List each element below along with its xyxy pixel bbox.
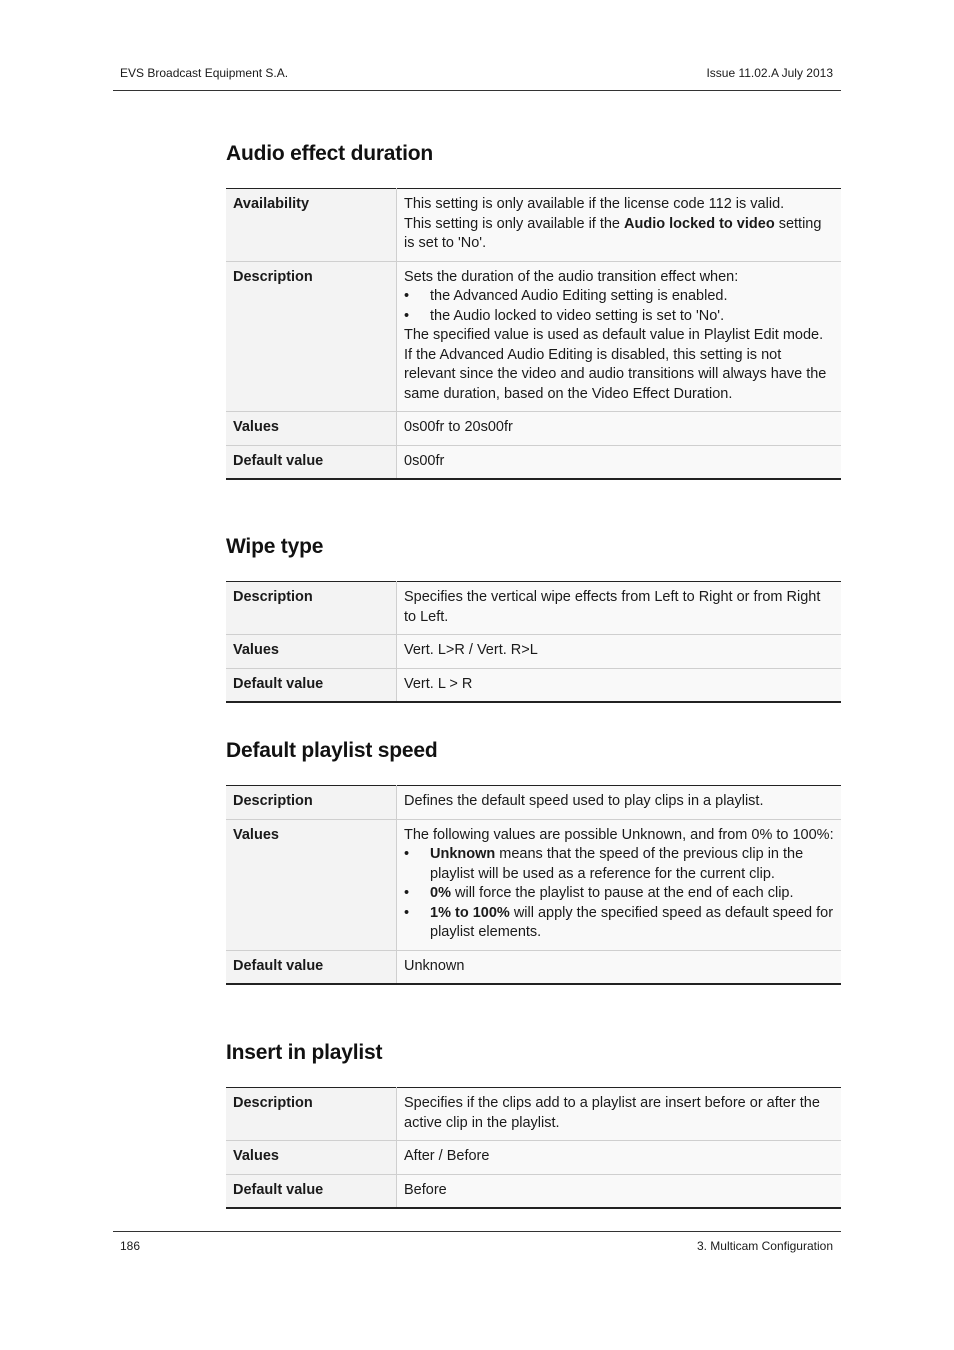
row-label: Description xyxy=(226,261,397,412)
section-title: Audio effect duration xyxy=(226,142,433,165)
settings-table xyxy=(226,785,841,985)
table-row xyxy=(226,1141,841,1175)
bullet-list xyxy=(404,287,834,326)
row-label: Default value xyxy=(226,668,397,702)
list-item xyxy=(404,884,834,904)
table-row xyxy=(226,668,841,702)
text-line: This setting is only available if the license code 112 is valid. xyxy=(404,196,785,212)
row-value: Vert. L > R xyxy=(397,668,842,702)
table-row xyxy=(226,1174,841,1208)
table-row xyxy=(226,786,841,820)
text-line: If the Advanced Audio Editing is disabled, this setting is not relevant since the video and audio transitions will always have the same duration, based on the Video Effect Duration. xyxy=(404,346,827,402)
text-run: means that the speed of the previous clip in the playlist will be used as a reference for the current clip. xyxy=(430,846,804,882)
settings-table xyxy=(226,188,841,480)
row-label: Values xyxy=(226,635,397,669)
row-value xyxy=(397,819,842,950)
list-item xyxy=(404,845,834,884)
row-value: Before xyxy=(397,1174,842,1208)
row-label: Default value xyxy=(226,950,397,984)
table-row xyxy=(226,261,841,412)
row-label: Description xyxy=(226,582,397,635)
text-line: Sets the duration of the audio transition effect when: xyxy=(404,268,739,285)
header-issue: Issue 11.02.A July 2013 xyxy=(706,66,833,80)
text-run: setting is set to 'No'. xyxy=(404,215,822,251)
section-title: Insert in playlist xyxy=(226,1041,383,1064)
row-value: Defines the default speed used to play clips in a playlist. xyxy=(397,786,842,820)
table-row xyxy=(226,635,841,669)
row-value: Unknown xyxy=(397,950,842,984)
text-line: The following values are possible Unknown, and from 0% to 100%: xyxy=(404,826,834,843)
row-value: Specifies if the clips add to a playlist are insert before or after the active clip in the playlist. xyxy=(397,1088,842,1141)
list-item xyxy=(404,904,834,943)
row-value: Vert. L>R / Vert. R>L xyxy=(397,635,842,669)
row-label: Values xyxy=(226,412,397,446)
row-value: Specifies the vertical wipe effects from Left to Right or from Right to Left. xyxy=(397,582,842,635)
bold-run: 0% xyxy=(430,885,451,901)
row-value: 0s00fr xyxy=(397,445,842,479)
chapter-title: 3. Multicam Configuration xyxy=(696,1239,833,1253)
settings-table xyxy=(226,581,841,703)
bold-run: 1% to 100% xyxy=(430,904,510,921)
page-header xyxy=(113,60,841,91)
row-label: Description xyxy=(226,1088,397,1141)
row-label: Default value xyxy=(226,1174,397,1208)
row-value xyxy=(397,261,842,412)
settings-table xyxy=(226,1087,841,1209)
text-line: The specified value is used as default value in Playlist Edit mode. xyxy=(404,327,824,343)
row-value: 0s00fr to 20s00fr xyxy=(397,412,842,446)
table-row xyxy=(226,1088,841,1141)
text-run: will force the playlist to pause at the end of each clip. xyxy=(450,885,794,901)
row-label: Availability xyxy=(226,189,397,262)
list-item: • the Audio locked to video setting is set to 'No'. xyxy=(404,307,834,327)
row-label: Default value xyxy=(226,445,397,479)
bold-run: Unknown xyxy=(430,846,496,862)
section-wipe-type xyxy=(226,535,841,703)
table-row xyxy=(226,412,841,446)
row-value: After / Before xyxy=(397,1141,842,1175)
text-run: This setting is only available if the xyxy=(404,215,625,232)
row-label: Values xyxy=(226,819,397,950)
page-footer xyxy=(113,1231,841,1253)
table-row xyxy=(226,189,841,262)
section-insert-in-playlist xyxy=(226,1041,841,1209)
table-row xyxy=(226,819,841,950)
header-company: EVS Broadcast Equipment S.A. xyxy=(120,66,289,80)
row-value xyxy=(397,189,842,262)
row-label: Values xyxy=(226,1141,397,1175)
table-row xyxy=(226,445,841,479)
list-item: • the Advanced Audio Editing setting is enabled. xyxy=(404,287,834,307)
section-title: Default playlist speed xyxy=(226,739,438,762)
bullet-list xyxy=(404,845,834,943)
section-audio-effect-duration xyxy=(226,142,841,480)
page-number: 186 xyxy=(120,1239,141,1253)
section-title: Wipe type xyxy=(226,535,324,558)
table-row xyxy=(226,582,841,635)
table-row xyxy=(226,950,841,984)
text-line xyxy=(404,215,834,254)
row-label: Description xyxy=(226,786,397,820)
text-run: will apply the specified speed as default speed for playlist elements. xyxy=(430,904,834,940)
bold-run: Audio locked to video xyxy=(624,215,775,232)
section-default-playlist-speed xyxy=(226,739,841,985)
